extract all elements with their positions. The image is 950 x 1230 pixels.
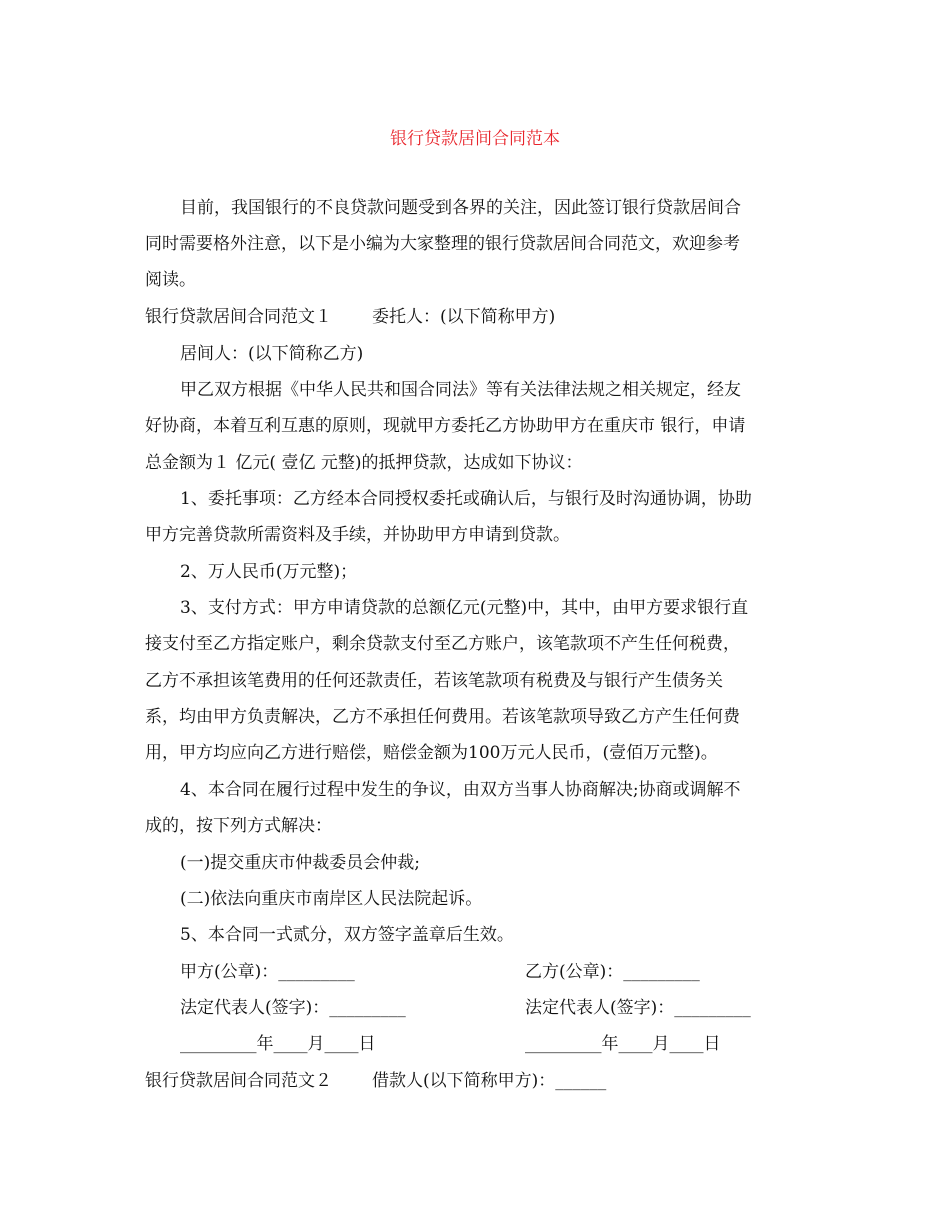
sample2-heading: 银行贷款居间合同范文２	[145, 1071, 332, 1091]
clause2: 2、万人民币(万元整)；	[180, 562, 358, 582]
sample2-heading-line	[145, 1069, 606, 1093]
party-b-representative: 法定代表人(签字)：_________	[525, 998, 751, 1018]
clause4-line-1: 4、本合同在履行过程中发生的争议，由双方当事人协商解决;协商或调解不	[180, 780, 741, 800]
clause4-line-2: 成的，按下列方式解决：	[145, 816, 332, 836]
party-b-seal: 乙方(公章)：_________	[525, 962, 700, 982]
clause5: 5、本合同一式贰分，双方签字盖章后生效。	[180, 925, 514, 945]
clause1-line-2: 甲方完善贷款所需资料及手续，并协助甲方申请到贷款。	[145, 525, 570, 545]
resolution-option-2: (二)依法向重庆市南岸区人民法院起诉。	[180, 889, 483, 909]
clause3-line-3: 乙方不承担该笔费用的任何还款责任，若该笔款项有税费及与银行产生债务关	[145, 671, 723, 691]
clause1-line-1: 1、委托事项：乙方经本合同授权委托或确认后，与银行及时沟通协调，协助	[180, 489, 752, 509]
party-a-date: _________年____月____日	[180, 1034, 376, 1054]
para1-line-3: 总金额为１ 亿元( 壹亿 元整)的抵押贷款，达成如下协议：	[145, 453, 583, 473]
para1-line-1: 甲乙双方根据《中华人民共和国合同法》等有关法律法规之相关规定，经友	[180, 380, 741, 400]
party-a-representative: 法定代表人(签字)：_________	[180, 998, 406, 1018]
para1-line-2: 好协商，本着互利互惠的原则，现就甲方委托乙方协助甲方在重庆市 银行，申请	[145, 416, 746, 436]
intermediary-label: 居间人：(以下简称乙方)	[180, 344, 364, 364]
document-title: 银行贷款居间合同范本	[390, 129, 560, 149]
intro-line-2: 同时需要格外注意，以下是小编为大家整理的银行贷款居间合同范文，欢迎参考	[145, 234, 740, 254]
borrower-label: 借款人(以下简称甲方)：______	[372, 1071, 607, 1091]
intro-line-3: 阅读。	[145, 270, 196, 290]
clause3-line-5: 用，甲方均应向乙方进行赔偿，赔偿金额为100万元人民币，(壹佰万元整)。	[145, 743, 718, 763]
sample1-heading-line	[145, 305, 555, 329]
clause3-line-1: 3、支付方式：甲方申请贷款的总额亿元(元整)中，其中，由甲方要求银行直	[180, 598, 749, 618]
sample1-heading: 银行贷款居间合同范文１	[145, 307, 332, 327]
clause3-line-2: 接支付至乙方指定账户，剩余贷款支付至乙方账户，该笔款项不产生任何税费，	[145, 634, 740, 654]
party-b-date: _________年____月____日	[525, 1034, 721, 1054]
resolution-option-1: (一)提交重庆市仲裁委员会仲裁;	[180, 853, 420, 873]
client-label: 委托人：(以下简称甲方)	[372, 307, 556, 327]
clause3-line-4: 系，均由甲方负责解决，乙方不承担任何费用。若该笔款项导致乙方产生任何费	[145, 707, 740, 727]
intro-line-1: 目前，我国银行的不良贷款问题受到各界的关注，因此签订银行贷款居间合	[180, 198, 741, 218]
party-a-seal: 甲方(公章)：_________	[180, 962, 355, 982]
